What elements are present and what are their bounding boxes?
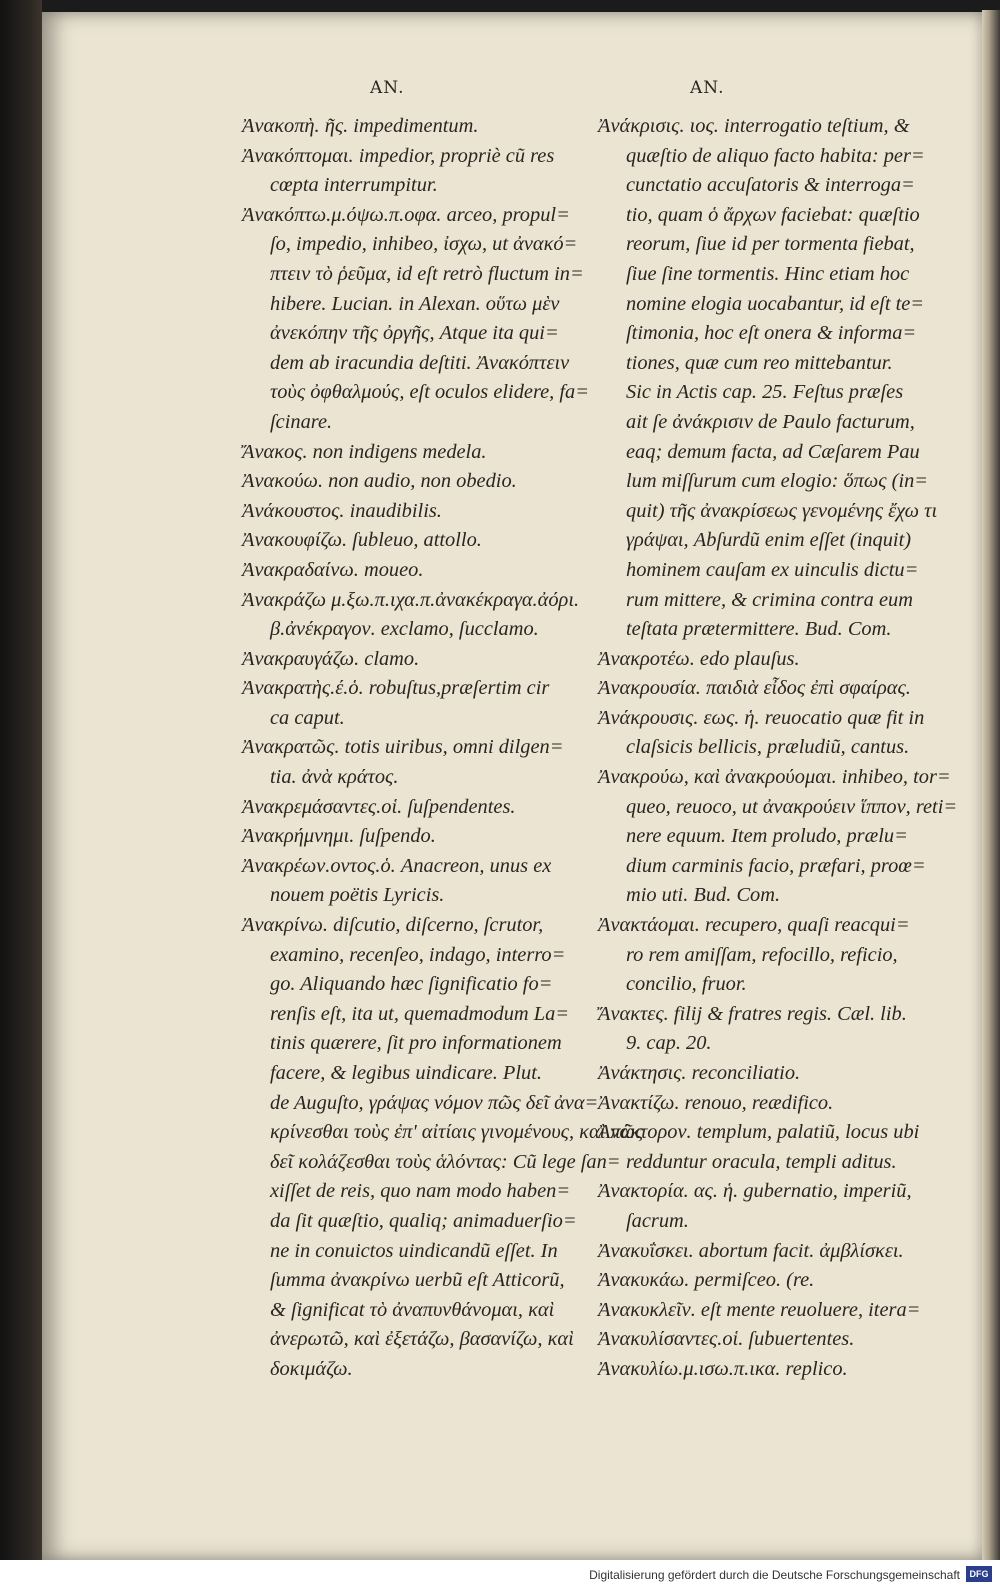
entry-continuation-line: ſumma ἀνακρίνω uerbũ eſt Atticorũ, bbox=[270, 1269, 565, 1292]
dictionary-entry-line: Ἀνάκρουσις. εως. ἡ. reuocatio quæ fit in bbox=[598, 706, 925, 729]
dictionary-entry-line: Ἀνακρίνω. diſcutio, diſcerno, ſcrutor, bbox=[242, 914, 544, 937]
dictionary-entry-line: Ἀνακυλίσαντες.οἱ. ſubuertentes. bbox=[598, 1328, 855, 1351]
dictionary-entry-line: Ἀνακρούω, καὶ ἀνακρούομαι. inhibeo, tor= bbox=[598, 766, 951, 789]
entry-continuation-line: ſcinare. bbox=[270, 410, 333, 433]
entry-continuation-line: eaq; demum facta, ad Cæſarem Pau bbox=[626, 440, 920, 463]
dictionary-entry-line: Ἄνακτες. filij & fratres regis. Cæl. lib. bbox=[598, 1002, 907, 1025]
dictionary-entry-line: Ἀνακόπτω.μ.όψω.π.οφα. arceo, propul= bbox=[242, 203, 570, 226]
entry-continuation-line: hominem cauſam ex uinculis dictu= bbox=[626, 558, 919, 581]
entry-continuation-line: quit) τῆς ἀνακρίσεως γενομένης ἔχω τι bbox=[626, 499, 938, 522]
dictionary-entry-line: Ἀνάκτορον. templum, palatiũ, locus ubi bbox=[598, 1121, 920, 1144]
running-header-left: AN. bbox=[370, 78, 405, 98]
dictionary-entry-line: Ἀνακραδαίνω. moueo. bbox=[242, 558, 424, 581]
entry-continuation-line: tinis quærere, ſit pro informationem bbox=[270, 1032, 562, 1055]
dictionary-entry-line: Ἀνάκτησις. reconciliatio. bbox=[598, 1062, 801, 1084]
dictionary-entry-line: Ἀνακυκλεῖν. eſt mente reuoluere, itera= bbox=[598, 1298, 921, 1321]
entry-continuation-line: reorum, ſiue id per tormenta fiebat, bbox=[626, 233, 915, 256]
entry-continuation-line: go. Aliquando hæc ſignificatio fo= bbox=[270, 973, 553, 996]
entry-continuation-line: ſiue ſine tormentis. Hinc etiam hoc bbox=[626, 262, 910, 285]
entry-continuation-line: examino, recenſeo, indago, interro= bbox=[270, 943, 566, 966]
entry-continuation-line: hibere. Lucian. in Alexan. οὕτω μὲν bbox=[270, 292, 560, 315]
digitization-credit: Digitalisierung gefördert durch die Deutsche Forschungsgemeinschaft bbox=[589, 1568, 960, 1582]
entry-continuation-line: γράψαι, Abſurdũ enim eſſet (inquit) bbox=[626, 529, 912, 552]
entry-continuation-line: dium carminis facio, præfari, proœ= bbox=[626, 854, 926, 877]
dictionary-entry-line: Ἀνακυκάω. permiſceo. (re. bbox=[598, 1269, 815, 1292]
entry-continuation-line: xiſſet de reis, quo nam modo haben= bbox=[270, 1180, 571, 1203]
dictionary-entry-line: Ἀνακρατὴς.έ.ὁ. robuſtus,præſertim cir bbox=[242, 677, 550, 700]
entry-continuation-line: nouem poëtis Lyricis. bbox=[270, 884, 445, 907]
entry-continuation-line: 9. cap. 20. bbox=[626, 1032, 712, 1055]
entry-continuation-line: claſsicis bellicis, præludiũ, cantus. bbox=[626, 736, 910, 759]
dictionary-entry-line: Ἀνακτορία. ας. ἡ. gubernatio, imperiũ, bbox=[598, 1180, 912, 1203]
entry-continuation-line: cœpta interrumpitur. bbox=[270, 174, 438, 197]
dictionary-entry-line: Ἀνακρεμάσαντες.οἱ. ſuſpendentes. bbox=[242, 795, 516, 818]
entry-continuation-line: κρίνεσθαι τοὺς ἐπ' αἰτίαις γινομένους, καὶ πῶς bbox=[270, 1121, 644, 1144]
entry-continuation-line: da ſit quæſtio, qualiq; animaduerſio= bbox=[270, 1209, 577, 1232]
entry-continuation-line: cunctatio accuſatoris & interroga= bbox=[626, 174, 915, 197]
right-column bbox=[598, 112, 958, 1385]
entry-continuation-line: πτειν τὸ ῥεῦμα, id eſt retrò fluctum in= bbox=[270, 262, 584, 285]
dictionary-entry-line: Ἀνακραυγάζω. clamo. bbox=[242, 647, 420, 670]
entry-continuation-line: dem ab iracundia deſtiti. Ἀνακόπτειν bbox=[270, 351, 570, 374]
entry-continuation-line: Sic in Actis cap. 25. Feſtus præſes bbox=[626, 381, 904, 404]
entry-continuation-line: τοὺς ὀφθαλμούς, eſt oculos elidere, fa= bbox=[270, 381, 589, 404]
book-binding bbox=[0, 0, 42, 1560]
entry-continuation-line: mio uti. Bud. Com. bbox=[626, 884, 781, 907]
entry-continuation-line: quæſtio de aliquo facto habita: per= bbox=[626, 144, 925, 167]
dictionary-entry-line: Ἀνακυΐσκει. abortum facit. ἀμβλίσκει. bbox=[598, 1239, 904, 1262]
dictionary-entry-line: Ἀνακτάομαι. recupero, quaſi reacqui= bbox=[598, 914, 910, 937]
entry-continuation-line: tia. ἀνὰ κράτος. bbox=[270, 766, 399, 789]
entry-continuation-line: tio, quam ὁ ἄρχων faciebat: quæſtio bbox=[626, 203, 920, 226]
dictionary-entry-line: Ἀνακτίζω. renouo, reædifico. bbox=[598, 1091, 834, 1114]
entry-continuation-line: ne in conuictos uindicandũ eſſet. In bbox=[270, 1239, 558, 1262]
dictionary-entry-line: Ἀνάκουστος. inaudibilis. bbox=[242, 499, 442, 522]
entry-continuation-line: queo, reuoco, ut ἀνακρούειν ἵππον, reti= bbox=[626, 795, 958, 818]
entry-continuation-line: δεῖ κολάζεσθαι τοὺς ἁλόντας: Cũ lege ſan= bbox=[270, 1150, 621, 1173]
entry-continuation-line: concilio, fruor. bbox=[626, 973, 747, 996]
dictionary-entry-line: Ἀνακοπὴ. ῆς. impedimentum. bbox=[242, 115, 479, 137]
entry-continuation-line: ro rem amiſſam, refocillo, reficio, bbox=[626, 943, 898, 966]
entry-continuation-line: teſtata prætermittere. Bud. Com. bbox=[626, 618, 892, 641]
dictionary-entry-line: Ἀνακρέων.οντος.ὁ. Anacreon, unus ex bbox=[242, 854, 552, 877]
dictionary-entry-line: Ἀνακρουσία. παιδιὰ εἶδος ἐπὶ σφαίρας. bbox=[598, 677, 911, 700]
dictionary-entry-line: Ἀνάκρισις. ιος. interrogatio teſtium, & bbox=[598, 115, 910, 137]
entry-continuation-line: facere, & legibus uindicare. Plut. bbox=[270, 1062, 543, 1084]
dictionary-entry-line: Ἀνακούω. non audio, non obedio. bbox=[242, 470, 517, 493]
dictionary-entry-line: Ἀνακράζω μ.ξω.π.ιχα.π.ἀνακέκραγα.ἀόρι. bbox=[242, 588, 580, 611]
entry-continuation-line: nomine elogia uocabantur, id eſt te= bbox=[626, 292, 925, 315]
entry-continuation-line: ca caput. bbox=[270, 706, 345, 729]
running-header-right: AN. bbox=[690, 78, 725, 98]
entry-continuation-line: renſis eſt, ita ut, quemadmodum La= bbox=[270, 1002, 570, 1025]
dictionary-entry-line: Ἄνακος. non indigens medela. bbox=[242, 440, 487, 463]
left-column bbox=[242, 112, 644, 1385]
dictionary-entry-line: Ἀνακροτέω. edo plauſus. bbox=[598, 647, 800, 670]
dictionary-entry-line: Ἀνακρατῶς. totis uiribus, omni dilgen= bbox=[242, 736, 564, 759]
page-edge bbox=[982, 10, 1000, 1562]
entry-continuation-line: rum mittere, & crimina contra eum bbox=[626, 588, 913, 611]
entry-continuation-line: redduntur oracula, templi aditus. bbox=[626, 1150, 897, 1173]
dfg-logo: DFG bbox=[966, 1566, 992, 1582]
entry-continuation-line: nere equum. Item proludo, prælu= bbox=[626, 825, 908, 848]
entry-continuation-line: ἀνεκόπην τῆς ὀργῆς, Atque ita qui= bbox=[270, 322, 559, 345]
entry-continuation-line: ſacrum. bbox=[626, 1209, 689, 1232]
entry-continuation-line: δοκιμάζω. bbox=[270, 1357, 353, 1380]
entry-continuation-line: ait ſe ἀνάκρισιν de Paulo facturum, bbox=[626, 410, 915, 433]
entry-continuation-line: ſo, impedio, inhibeo, ἰσχω, ut ἀνακό= bbox=[270, 233, 578, 256]
dictionary-entry-line: Ἀνακόπτομαι. impedior, propriè cũ res bbox=[242, 144, 555, 167]
dictionary-entry-line: Ἀνακρήμνημι. ſuſpendo. bbox=[242, 825, 436, 848]
entry-continuation-line: & ſignificat τὸ ἀναπυνθάνομαι, καὶ bbox=[270, 1298, 555, 1321]
entry-continuation-line: tiones, quæ cum reo mittebantur. bbox=[626, 351, 893, 374]
entry-continuation-line: de Auguſto, γράψας νόμον πῶς δεῖ ἀνα= bbox=[270, 1091, 599, 1114]
dictionary-entry-line: Ἀνακυλίω.μ.ισω.π.ικα. replico. bbox=[598, 1357, 848, 1380]
entry-continuation-line: β.ἀνέκραγον. exclamo, ſucclamo. bbox=[270, 618, 539, 641]
dictionary-entry-line: Ἀνακουφίζω. ſubleuo, attollo. bbox=[242, 529, 482, 552]
entry-continuation-line: ἀνερωτῶ, καὶ ἐξετάζω, βασανίζω, καὶ bbox=[270, 1328, 574, 1351]
entry-continuation-line: ſtimonia, hoc eſt onera & informa= bbox=[626, 322, 917, 345]
entry-continuation-line: lum miſſurum cum elogio: ὅπως (in= bbox=[626, 470, 929, 493]
